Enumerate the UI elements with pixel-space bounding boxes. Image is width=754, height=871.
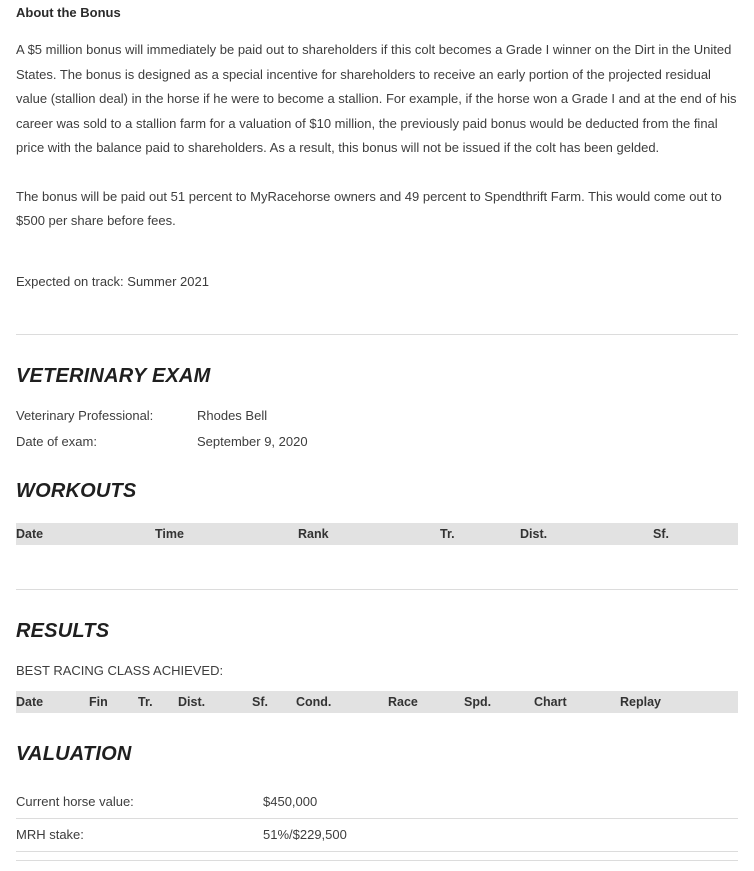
mrh-stake-value: 51%/$229,500 bbox=[263, 826, 347, 842]
section-divider bbox=[16, 334, 738, 335]
veterinary-exam-section bbox=[16, 365, 738, 450]
expected-on-track: Expected on track: Summer 2021 bbox=[16, 273, 209, 289]
veterinary-professional-label: Veterinary Professional: bbox=[16, 407, 154, 423]
results-section bbox=[16, 620, 738, 713]
results-col-sf: Sf. bbox=[252, 694, 268, 709]
veterinary-row bbox=[16, 434, 738, 450]
results-heading: RESULTS bbox=[16, 619, 110, 642]
veterinary-row bbox=[16, 408, 738, 424]
about-bonus-section bbox=[16, 5, 738, 290]
mrh-stake-label: MRH stake: bbox=[16, 826, 84, 842]
results-table-header bbox=[16, 691, 738, 713]
valuation-heading: VALUATION bbox=[16, 742, 132, 765]
valuation-section bbox=[16, 743, 738, 861]
best-racing-class-label: BEST RACING CLASS ACHIEVED: bbox=[16, 662, 224, 678]
results-col-replay: Replay bbox=[620, 694, 661, 709]
workouts-col-tr: Tr. bbox=[440, 526, 455, 541]
results-col-dist: Dist. bbox=[178, 694, 206, 709]
results-col-race: Race bbox=[388, 694, 418, 709]
results-col-tr: Tr. bbox=[138, 694, 153, 709]
valuation-row bbox=[16, 819, 738, 852]
date-of-exam-value: September 9, 2020 bbox=[197, 433, 308, 449]
results-col-cond: Cond. bbox=[296, 694, 332, 709]
results-col-fin: Fin bbox=[89, 694, 108, 709]
workouts-section bbox=[16, 480, 738, 545]
veterinary-professional-value: Rhodes Bell bbox=[197, 407, 268, 423]
bonus-paragraph-2: The bonus will be paid out 51 percent to MyRacehorse owners and 49 percent to Spendthrift Farm. This would come out to $500 per share before fees. bbox=[16, 188, 722, 228]
current-horse-value: $450,000 bbox=[263, 793, 318, 809]
workouts-col-date: Date bbox=[16, 526, 44, 541]
workouts-heading: WORKOUTS bbox=[16, 479, 137, 502]
date-of-exam-label: Date of exam: bbox=[16, 433, 97, 449]
workouts-col-sf: Sf. bbox=[653, 526, 669, 541]
workouts-col-time: Time bbox=[155, 526, 184, 541]
bottom-rule bbox=[16, 860, 738, 861]
workouts-col-dist: Dist. bbox=[520, 526, 548, 541]
results-col-chart: Chart bbox=[534, 694, 567, 709]
results-col-spd: Spd. bbox=[464, 694, 492, 709]
current-horse-value-label: Current horse value: bbox=[16, 793, 134, 809]
section-divider bbox=[16, 589, 738, 590]
results-col-date: Date bbox=[16, 694, 44, 709]
workouts-col-rank: Rank bbox=[298, 526, 329, 541]
about-bonus-heading: About the Bonus bbox=[16, 5, 121, 20]
veterinary-exam-heading: VETERINARY EXAM bbox=[16, 364, 211, 387]
bonus-paragraph-1: A $5 million bonus will immediately be paid out to shareholders if this colt becomes a Grade I winner on the Dirt in the United States. The bonus is designed as a special incentive for shareholders to receive an early portion of the projected residual value (stallion deal) in the horse if he were to become a stallion. For example, if the horse won a Grade I and at the end of his career was sold to a stallion farm for a valuation of $10 million, the previously paid bonus would be deducted from the final price with the balance paid to shareholders. As a result, this bonus will not be issued if the colt has been gelded. bbox=[16, 42, 737, 155]
valuation-row bbox=[16, 786, 738, 819]
workouts-table-header bbox=[16, 523, 738, 545]
